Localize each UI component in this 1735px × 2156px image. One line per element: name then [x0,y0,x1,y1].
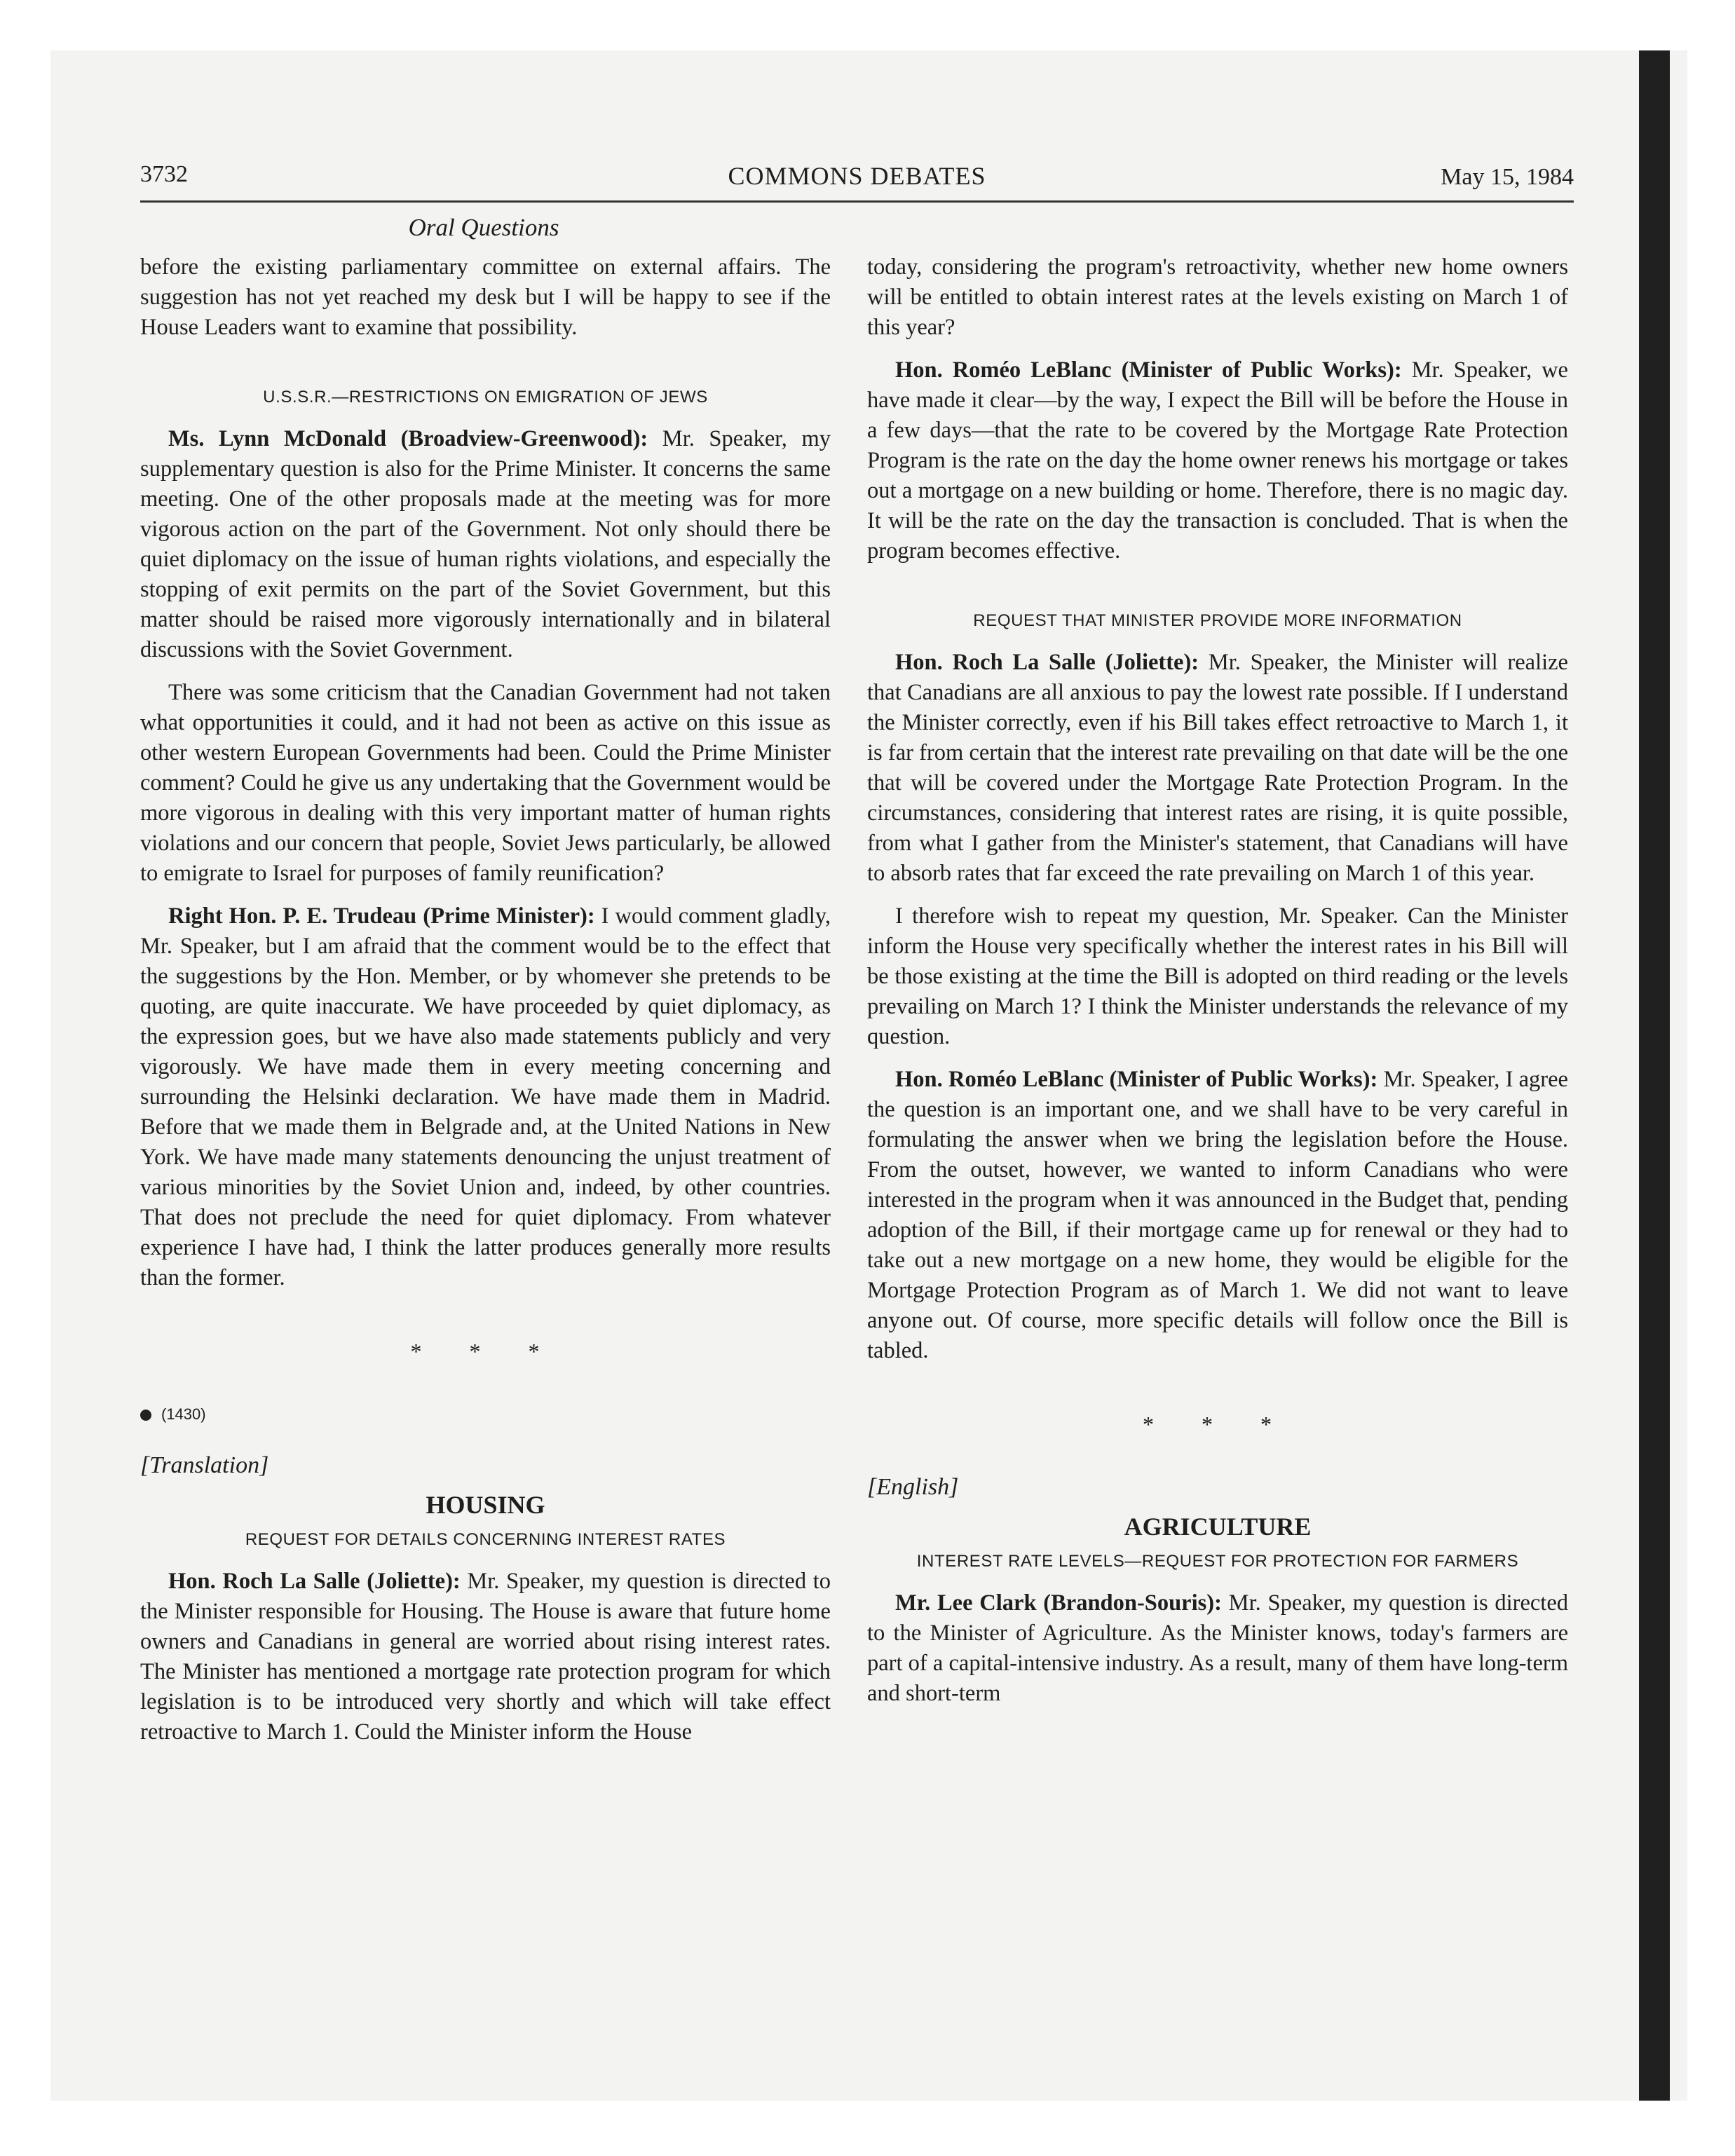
subhead-request-information: REQUEST THAT MINISTER PROVIDE MORE INFORMATION [973,611,1462,630]
paragraph-clark [867,1588,1568,1709]
speaker-trudeau: Right Hon. P. E. Trudeau (Prime Minister): [168,903,595,929]
english-tag: [English] [867,1474,959,1500]
speaker-leblanc-1: Hon. Roméo LeBlanc (Minister of Public Works): [895,357,1402,383]
time-marker-text: (1430) [161,1405,206,1423]
speaker-clark: Mr. Lee Clark (Brandon-Souris): [895,1590,1222,1616]
page-date: May 15, 1984 [1441,164,1574,190]
paragraph-lasalle-2b: I therefore wish to repeat my question, Mr. Speaker. Can the Minister inform the House very specifically whether the interest rates in his Bill will be those existing at the time the Bill is adopted on third reading or the levels prevailing on March 1? I think the Minister understands the relevance of my question. [867,903,1568,1049]
paragraph-lasalle-2 [867,648,1568,889]
right-column [867,252,1568,1721]
publication-title: COMMONS DEBATES [728,162,986,190]
speech-trudeau: I would comment gladly, Mr. Speaker, but I am afraid that the comment would be to the effect that the suggestions by the Hon. Member, or by whomever she pretends to be quoting, are quite inaccurate. We have proceeded by quiet diplomacy, as the expression goes, but we have also made statements publicly and very vigorously. We have made them in every meeting concerning and surrounding the Helsinki declaration. We have made them in Madrid. Before that we made them in Belgrade and, at the United Nations in New York. We have made many statements denouncing the unjust treatment of various minorities by the Soviet Union and, indeed, by other countries. That does not preclude the need for quiet diplomacy. From whatever experience I have had, I think the latter produces generally more results than the former. [140,903,831,1290]
speaker-lasalle: Hon. Roch La Salle (Joliette): [168,1569,461,1594]
paragraph-continued: before the existing parliamentary committee on external affairs. The suggestion has not yet reached my desk but I will be happy to see if the House Leaders want to examine that possibility. [140,254,831,340]
subhead-housing: REQUEST FOR DETAILS CONCERNING INTEREST RATES [245,1530,726,1549]
speaker-leblanc-2: Hon. Roméo LeBlanc (Minister of Public Works): [895,1067,1378,1092]
time-marker [140,1399,831,1429]
paragraph-leblanc-1 [867,355,1568,566]
speaker-lasalle-2: Hon. Roch La Salle (Joliette): [895,650,1199,675]
speech-lasalle: Mr. Speaker, my question is directed to the Minister responsible for Housing. The House is aware that future home owners and Canadians in general are worried about rising interest rates. The Minister has mentioned a mortgage rate protection program for which legislation is to be introduced very shortly and which will take effect retroactive to March 1. Could the Minister inform the House [140,1569,831,1745]
speech-leblanc-1: Mr. Speaker, we have made it clear—by the way, I expect the Bill will be before the House in a few days—that the rate to be covered by the Mortgage Rate Protection Program is the rate on the day the home owner renews his mortgage or takes out a mortgage on a new building or home. Therefore, there is no magic day. It will be the rate on the day the transaction is concluded. That is when the program becomes effective. [867,357,1568,564]
paragraph-mcdonald-2: There was some criticism that the Canadian Government had not taken what opportunities it could, and it had not been as active on this issue as other western European Governments had been. Could the Prime Minister comment? Could he give us any undertaking that the Government would be more vigorous in dealing with this very important matter of human rights violations and our concern that people, Soviet Jews particularly, be allowed to emigrate to Israel for purposes of family reunification? [140,680,831,886]
section-break-stars-right: * * * [1143,1412,1293,1437]
paragraph-lasalle [140,1567,831,1747]
speech-lasalle-2: Mr. Speaker, the Minister will realize that Canadians are all anxious to pay the lowest rate possible. If I understand the Minister correctly, even if his Bill takes effect retroactive to March 1, it is far from certain that the interest rate prevailing on that date will be the one that will be covered under the Mortgage Rate Protection Program. In the circumstances, considering that interest rates are rising, it is quite possible, from what I gather from the Minister's statement, that Canadians will have to absorb rates that far exceed the rate prevailing on March 1 of this year. [867,650,1568,886]
paragraph-trudeau [140,901,831,1293]
speech-leblanc-2: Mr. Speaker, I agree the question is an important one, and we shall have to be very careful in formulating the answer when we bring the legislation before the House. From the outset, however, we wanted to inform Canadians who were interested in the program when it was announced in the Budget that, pending adoption of the Bill, if their mortgage came up for renewal or they had to take out a new mortgage on a new home, they would be eligible for the Mortgage Protection Program as of March 1. We did not want to leave anyone out. Of course, more specific details will follow once the Bill is tabled. [867,1067,1568,1363]
paragraph-mcdonald [140,424,831,665]
speech-mcdonald: Mr. Speaker, my supplementary question is also for the Prime Minister. It concerns the same meeting. One of the other proposals made at the meeting was for more vigorous action on the part of the Government. Not only should there be quiet diplomacy on the issue of human rights violations, and especially the stopping of exit permits on the part of the Soviet Government, but this matter should be raised more vigorously internationally and in bilateral discussions with the Soviet Government. [140,426,831,662]
section-break-stars: * * * [410,1339,561,1364]
paragraph-leblanc-2 [867,1065,1568,1366]
page-number: 3732 [140,161,188,187]
subhead-agriculture: INTEREST RATE LEVELS—REQUEST FOR PROTECTION FOR FARMERS [916,1552,1519,1571]
speaker-mcdonald: Ms. Lynn McDonald (Broadview-Greenwood): [168,426,648,451]
translation-tag: [Translation] [140,1452,269,1478]
heading-housing: HOUSING [426,1491,545,1519]
scan-edge-bar [1639,50,1670,2101]
page-header [140,161,1574,203]
speech-clark: Mr. Speaker, my question is directed to the Minister of Agriculture. As the Minister knows, today's farmers are part of a capital-intensive industry. As a result, many of them have long-term and short-term [867,1590,1569,1706]
subhead-ussr: U.S.S.R.—RESTRICTIONS ON EMIGRATION OF JEWS [263,388,708,407]
bullet-dot-icon [140,1410,151,1421]
running-head: Oral Questions [408,214,559,241]
paragraph-continued-right: today, considering the program's retroactivity, whether new home owners will be entitled to obtain interest rates at the levels existing on March 1 of this year? [867,254,1568,340]
left-column [140,252,831,1760]
heading-agriculture: AGRICULTURE [1124,1513,1312,1541]
